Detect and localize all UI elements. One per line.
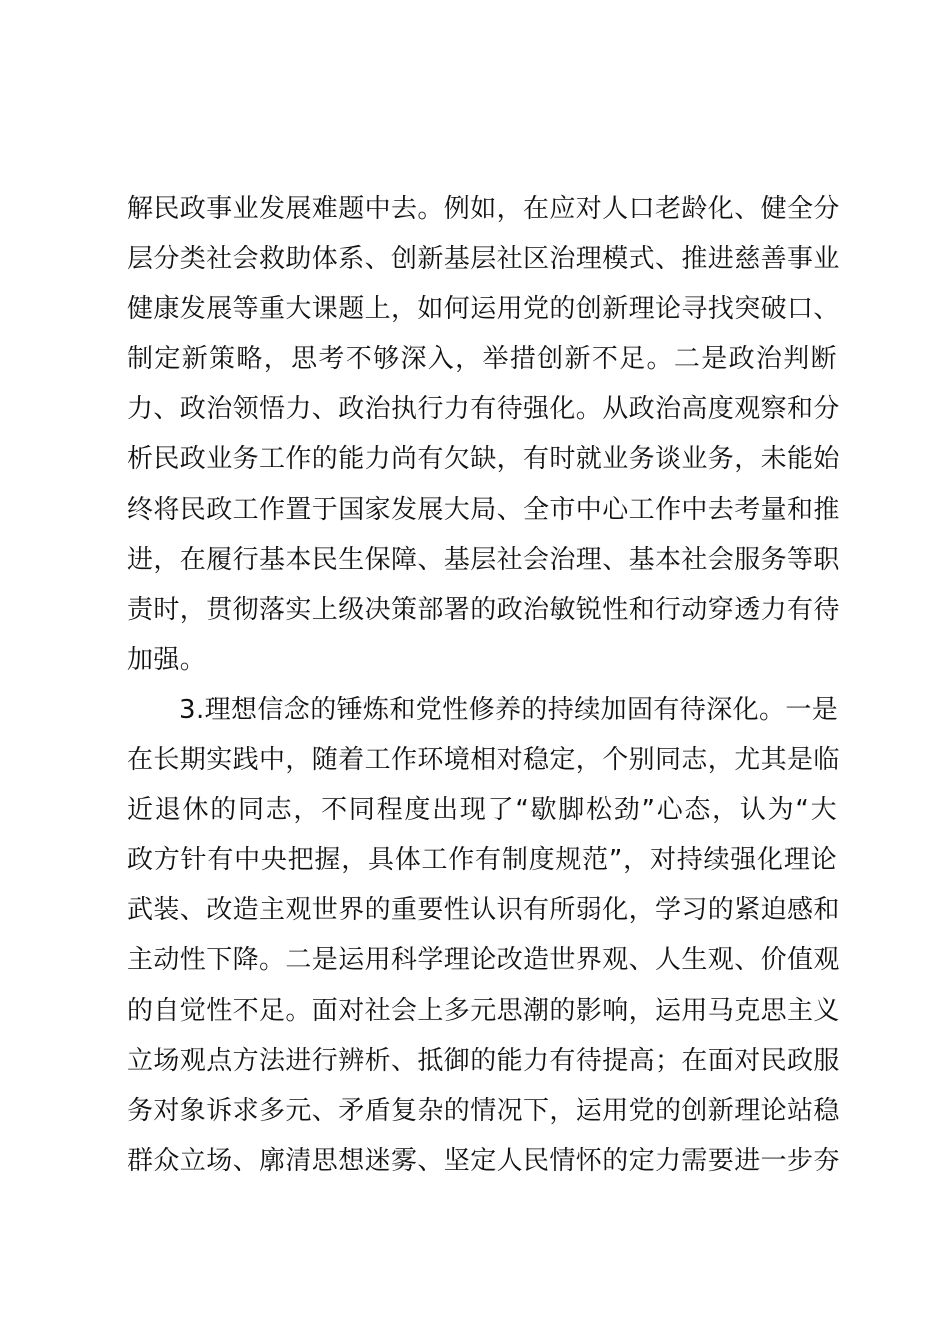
- paragraph-line: 政方针有中央把握，具体工作有制度规范”，对持续强化理论: [127, 845, 837, 876]
- paragraph-line: 主动性下降。二是运用科学理论改造世界观、人生观、价值观: [127, 945, 840, 976]
- paragraph-line: 立场观点方法进行辨析、抵御的能力有待提高；在面对民政服: [127, 1045, 840, 1076]
- section-heading-line: 3.理想信念的锤炼和党性修养的持续加固有待深化。一是: [179, 694, 839, 725]
- paragraph-line: 武装、改造主观世界的重要性认识有所弱化，学习的紧迫感和: [127, 895, 840, 926]
- paragraph-line: 进，在履行基本民生保障、基层社会治理、基本社会服务等职: [127, 544, 840, 575]
- paragraph-line: 析民政业务工作的能力尚有欠缺，有时就业务谈业务，未能始: [127, 444, 840, 475]
- paragraph-line: 近退休的同志，不同程度出现了“歇脚松劲”心态，认为“大: [127, 795, 837, 826]
- paragraph-line: 群众立场、廓清思想迷雾、坚定人民情怀的定力需要进一步夯: [127, 1145, 840, 1176]
- paragraph-line: 的自觉性不足。面对社会上多元思潮的影响，运用马克思主义: [127, 995, 840, 1026]
- paragraph-line: 力、政治领悟力、政治执行力有待强化。从政治高度观察和分: [127, 394, 840, 425]
- paragraph-line: 责时，贯彻落实上级决策部署的政治敏锐性和行动穿透力有待: [127, 594, 840, 625]
- paragraph-line: 制定新策略，思考不够深入，举措创新不足。二是政治判断: [127, 344, 837, 375]
- paragraph-line: 解民政事业发展难题中去。例如，在应对人口老龄化、健全分: [127, 194, 840, 224]
- paragraph-line: 健康发展等重大课题上，如何运用党的创新理论寻找突破口、: [127, 294, 840, 325]
- paragraph-line: 终将民政工作置于国家发展大局、全市中心工作中去考量和推: [127, 494, 840, 525]
- document-body: [127, 184, 840, 1186]
- paragraph-line: 层分类社会救助体系、创新基层社区治理模式、推进慈善事业: [127, 244, 840, 275]
- paragraph-line: 加强。: [127, 644, 207, 675]
- paragraph-line: 在长期实践中，随着工作环境相对稳定，个别同志，尤其是临: [127, 745, 840, 776]
- paragraph-line: 务对象诉求多元、矛盾复杂的情况下，运用党的创新理论站稳: [127, 1095, 840, 1126]
